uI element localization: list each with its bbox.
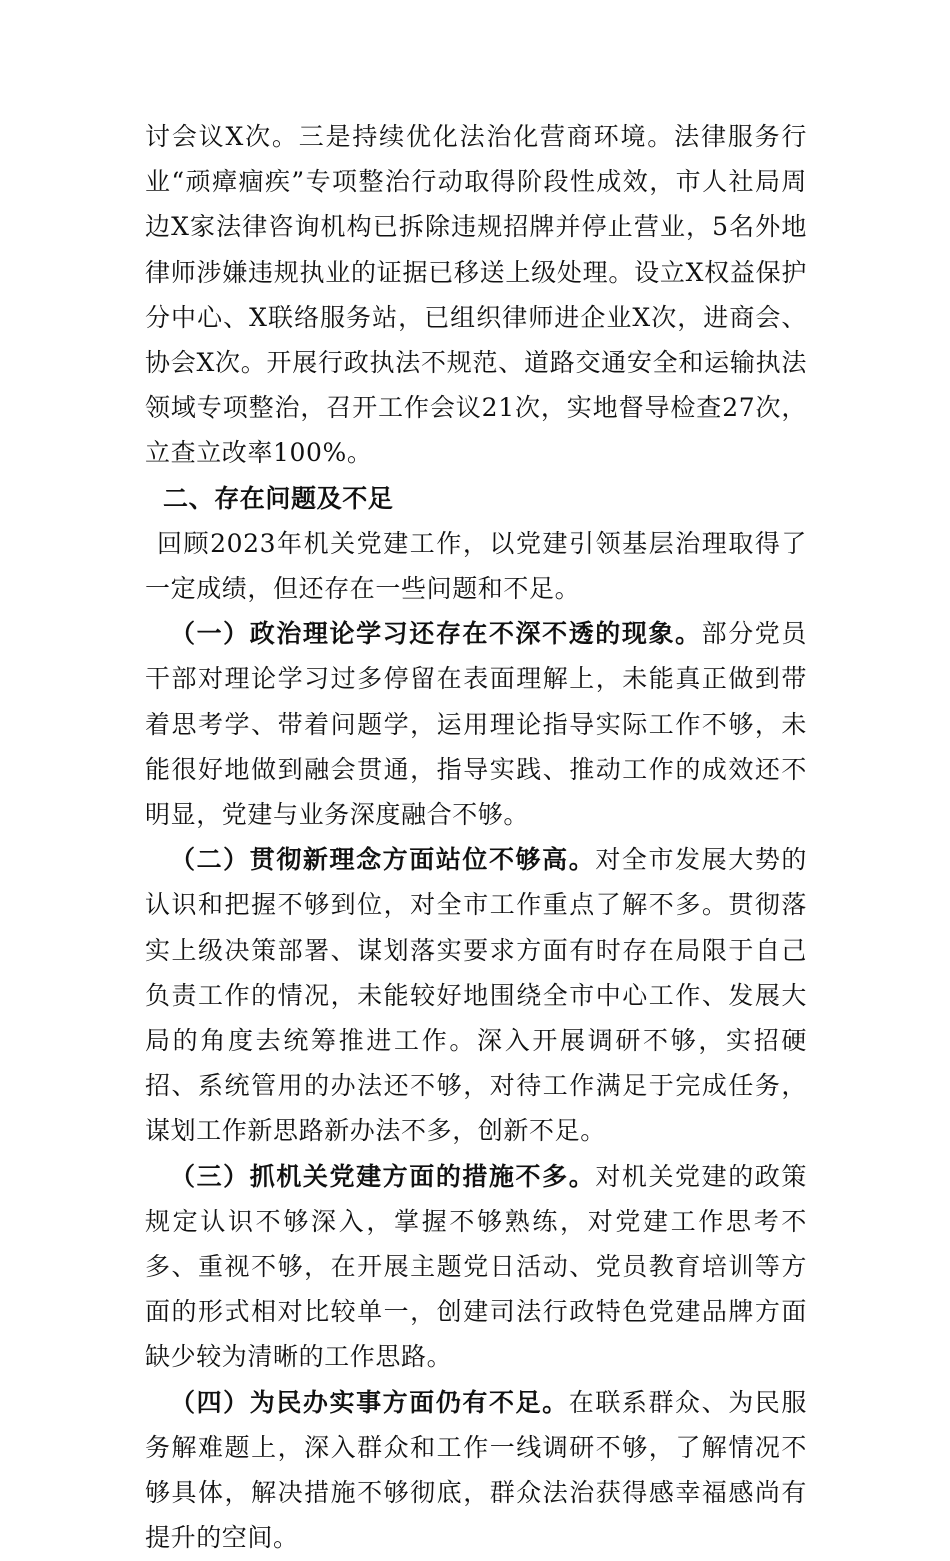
item-4-body: 在联系群众、为民服务解难题上，深入群众和工作一线调研不够，了解情况不够具体，解决措施不够彻底，群众法治获得感幸福感尚有提升的空间。	[145, 1387, 807, 1553]
paragraph-item-3	[145, 1154, 807, 1380]
paragraph-item-2	[145, 837, 807, 1153]
section-heading-problems: 二、存在问题及不足	[163, 483, 394, 513]
item-4-lead: （四）为民办实事方面仍有不足。	[170, 1387, 569, 1417]
item-2-lead: （二）贯彻新理念方面站位不够高。	[170, 845, 596, 875]
paragraph-continuation: 讨会议X次。三是持续优化法治化营商环境。法律服务行业“顽瘴痼疾”专项整治行动取得阶段性成效，市人社局周边X家法律咨询机构已拆除违规招牌并停止营业，5名外地律师涉嫌违规执业的证据已移送上级处理。设立X权益保护分中心、X联络服务站，已组织律师进企业X次，进商会、协会X次。开展行政执法不规范、道路交通安全和运输执法领域专项整治，召开工作会议21次，实地督导检查27次，立查立改率100%。	[145, 122, 807, 468]
item-1-lead: （一）政治理论学习还存在不深不透的现象。	[170, 619, 702, 649]
paragraph-item-1	[145, 611, 807, 837]
paragraph-item-4	[145, 1380, 807, 1561]
item-3-lead: （三）抓机关党建方面的措施不多。	[170, 1161, 596, 1191]
paragraph-review: 回顾2023年机关党建工作，以党建引领基层治理取得了一定成绩，但还存在一些问题和不足。	[145, 528, 807, 604]
item-2-body: 对全市发展大势的认识和把握不够到位，对全市工作重点了解不多。贯彻落实上级决策部署、谋划落实要求方面有时存在局限于自己负责工作的情况，未能较好地围绕全市中心工作、发展大局的角度去统筹推进工作。深入开展调研不够，实招硬招、系统管用的办法还不够，对待工作满足于完成任务，谋划工作新思路新办法不多，创新不足。	[145, 845, 807, 1146]
item-1-body: 部分党员干部对理论学习过多停留在表面理解上，未能真正做到带着思考学、带着问题学，运用理论指导实际工作不够，未能很好地做到融会贯通，指导实践、推动工作的成效还不明显，党建与业务深度融合不够。	[145, 619, 807, 830]
item-3-body: 对机关党建的政策规定认识不够深入，掌握不够熟练，对党建工作思考不多、重视不够，在开展主题党日活动、党员教育培训等方面的形式相对比较单一，创建司法行政特色党建品牌方面缺少较为清晰的工作思路。	[145, 1161, 807, 1372]
